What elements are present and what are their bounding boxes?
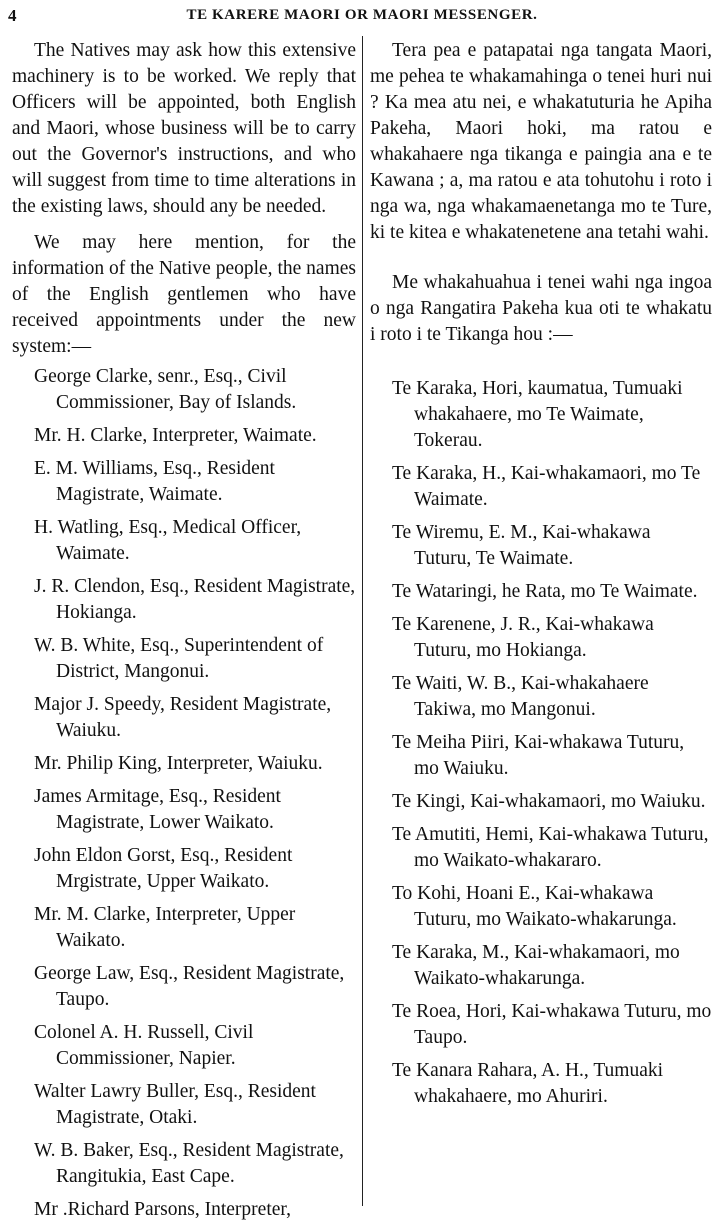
list-item: To Kohi, Hoani E., Kai-whakawa Tuturu, mo Waikato-whakarunga.: [392, 883, 677, 930]
list-item: Te Karaka, Hori, kaumatua, Tumuaki whakahaere, mo Te Waimate, Tokerau.: [392, 378, 683, 451]
list-item: Te Roea, Hori, Kai-whakawa Tuturu, mo Taupo.: [392, 1001, 712, 1048]
page-number: 4: [8, 6, 17, 25]
list-item: Colonel A. H. Russell, Civil Commissioner, Napier.: [34, 1022, 254, 1069]
list-item: J. R. Clendon, Esq., Resident Magistrate, Hokianga.: [34, 576, 356, 623]
list-item: Mr .Richard Parsons, Interpreter,: [34, 1199, 291, 1220]
list-item: Te Waiti, W. B., Kai-whakahaere Takiwa, mo Mangonui.: [392, 673, 649, 720]
english-mention-paragraph: We may here mention, for the information of the Native people, the names of the English gentlemen who have received appointments under the new system:—: [12, 232, 356, 357]
list-item: Te Kanara Rahara, A. H., Tumuaki whakahaere, mo Ahuriri.: [392, 1060, 664, 1107]
list-item: Te Meiha Piiri, Kai-whakawa Tuturu, mo Waiuku.: [392, 732, 685, 779]
running-title: TE KARERE MAORI OR MAORI MESSENGER.: [186, 7, 538, 23]
maori-intro-paragraph: Tera pea e patapatai nga tangata Maori, me pehea te whakamahinga o tenei huri nui ? Ka mea atu nei, e whakatuturia he Apiha Pakeha, Maori hoki, ma ratou e whakahaere nga tikanga e paingia ana e te Kawana ; a, ma ratou e ata tohutohu i roto i nga wa, nga whakamaenetanga mo te Ture, ki te kitea e whakatenetene ana tetahi wahi.: [370, 40, 712, 243]
list-item: Te Kingi, Kai-whakamaori, mo Waiuku.: [392, 791, 706, 812]
list-item: Mr. H. Clarke, Interpreter, Waimate.: [34, 425, 317, 446]
list-item: Walter Lawry Buller, Esq., Resident Magistrate, Otaki.: [34, 1081, 316, 1128]
list-item: W. B. Baker, Esq., Resident Magistrate, Rangitukia, East Cape.: [34, 1140, 344, 1187]
list-item: Te Wiremu, E. M., Kai-whakawa Tuturu, Te Waimate.: [392, 522, 651, 569]
page-header: [0, 2, 724, 30]
list-item: Mr. M. Clarke, Interpreter, Upper Waikato.: [34, 904, 296, 951]
maori-appointment-list: [370, 376, 712, 1110]
list-item: Te Amutiti, Hemi, Kai-whakawa Tuturu, mo Waikato-whakararo.: [392, 824, 709, 871]
list-item: E. M. Williams, Esq., Resident Magistrate, Waimate.: [34, 458, 275, 505]
english-intro-paragraph: The Natives may ask how this extensive machinery is to be worked. We reply that Officers will be appointed, both English and Maori, whose business will be to carry out the Governor's instructions, and who will suggest from time to time alterations in the existing laws, should any be needed.: [12, 40, 356, 217]
list-item: Te Wataringi, he Rata, mo Te Waimate.: [392, 581, 698, 602]
list-item: W. B. White, Esq., Superintendent of District, Mangonui.: [34, 635, 324, 682]
english-appointment-list: [12, 364, 356, 1223]
list-item: Te Karenene, J. R., Kai-whakawa Tuturu, mo Hokianga.: [392, 614, 654, 661]
list-item: George Law, Esq., Resident Magistrate, Taupo.: [34, 963, 345, 1010]
list-item: Mr. Philip King, Interpreter, Waiuku.: [34, 753, 323, 774]
maori-column: [370, 38, 712, 1117]
list-item: James Armitage, Esq., Resident Magistrate, Lower Waikato.: [34, 786, 281, 833]
list-item: George Clarke, senr., Esq., Civil Commissioner, Bay of Islands.: [34, 366, 297, 413]
maori-mention-paragraph: Me whakahuahua i tenei wahi nga ingoa o nga Rangatira Pakeha kua oti te whakatu i roto i te Tikanga hou :—: [370, 272, 712, 345]
list-item: John Eldon Gorst, Esq., Resident Mrgistrate, Upper Waikato.: [34, 845, 293, 892]
list-item: Te Karaka, M., Kai-whakamaori, mo Waikato-whakarunga.: [392, 942, 680, 989]
english-column: [12, 38, 356, 1230]
list-item: Te Karaka, H., Kai-whakamaori, mo Te Waimate.: [392, 463, 701, 510]
column-divider: [362, 36, 363, 1206]
list-item: H. Watling, Esq., Medical Officer, Waimate.: [34, 517, 302, 564]
list-item: Major J. Speedy, Resident Magistrate, Waiuku.: [34, 694, 332, 741]
